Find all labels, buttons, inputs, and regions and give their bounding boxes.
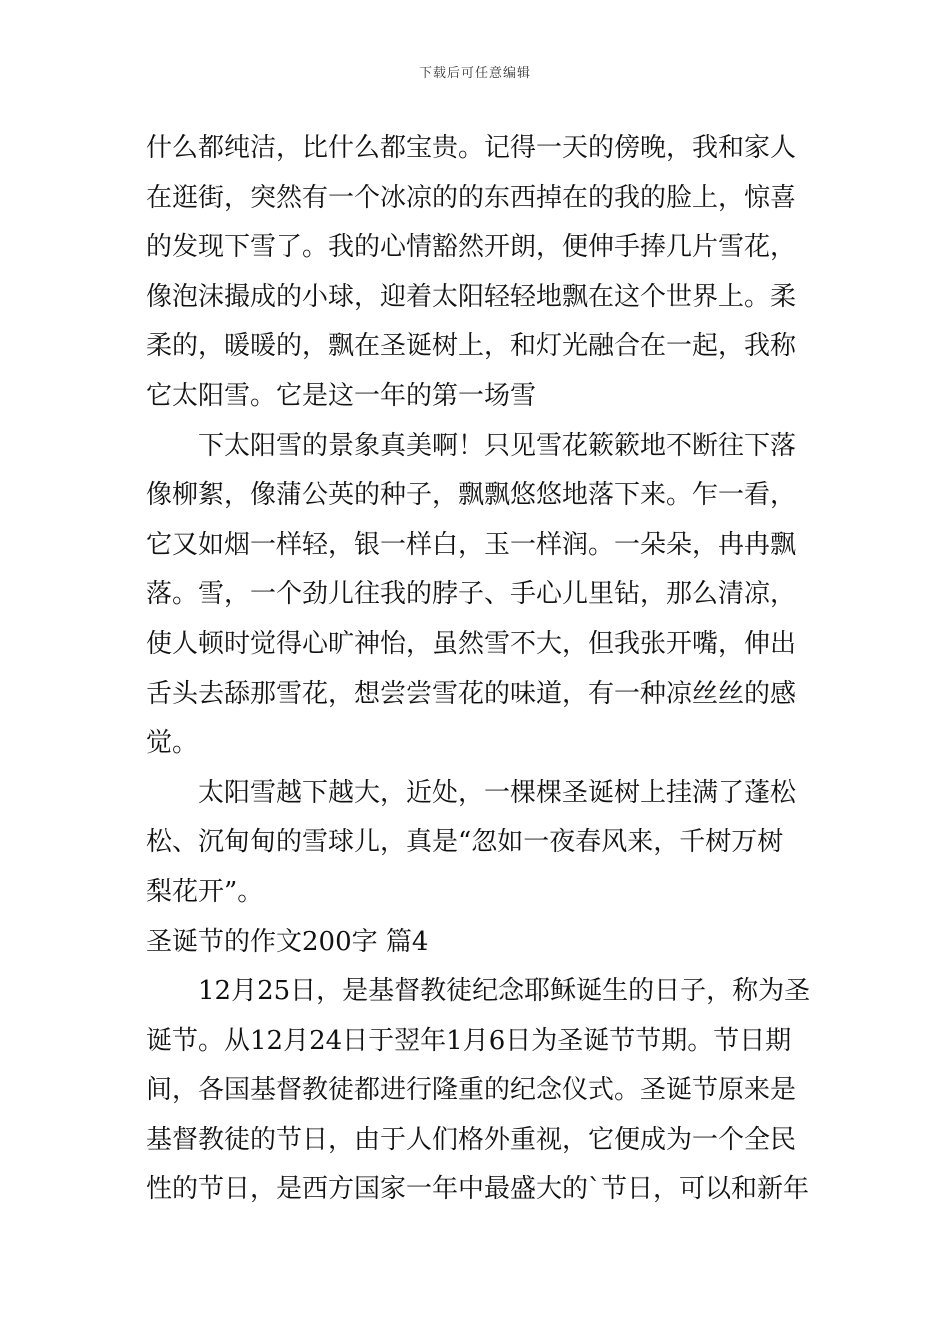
text-line-10: 落。雪，一个劲儿往我的脖子、手心儿里钻，那么清凉， xyxy=(146,579,797,610)
text-line-9: 它又如烟一样轻，银一样白，玉一样润。一朵朵，冉冉飘 xyxy=(146,529,797,560)
text-line-18: 12月25日，是基督教徒纪念耶稣诞生的日子，称为圣 xyxy=(198,976,811,1007)
text-line-2: 在逛街，突然有一个冰凉的的东西掉在的我的脸上，惊喜 xyxy=(146,182,797,213)
text-line-1: 什么都纯洁，比什么都宝贵。记得一天的傍晚，我和家人 xyxy=(146,133,797,163)
text-line-8: 像柳絮，像蒲公英的种子，飘飘悠悠地落下来。乍一看， xyxy=(146,480,797,511)
document-body xyxy=(146,124,811,1215)
text-line-15: 松、沉甸甸的雪球儿，真是“忽如一夜春风来，千树万树 xyxy=(146,827,784,858)
text-line-22: 性的节日，是西方国家一年中最盛大的`节日，可以和新年 xyxy=(146,1174,810,1205)
text-line-20: 间，各国基督教徒都进行隆重的纪念仪式。圣诞节原来是 xyxy=(146,1075,797,1106)
text-line-7: 下太阳雪的景象真美啊！只见雪花簌簌地不断往下落 xyxy=(198,430,797,461)
text-line-11: 使人顿时觉得心旷神怡，虽然雪不大，但我张开嘴，伸出 xyxy=(146,628,797,659)
text-line-3: 的发现下雪了。我的心情豁然开朗，便伸手捧几片雪花， xyxy=(146,232,797,263)
text-line-16: 梨花开”。 xyxy=(146,876,264,907)
text-line-6: 它太阳雪。它是这一年的第一场雪 xyxy=(146,380,537,411)
text-line-19: 诞节。从12月24日于翌年1月6日为圣诞节节期。节日期 xyxy=(146,1025,792,1056)
text-line-4: 像泡沫撮成的小球，迎着太阳轻轻地飘在这个世界上。柔 xyxy=(146,281,797,312)
text-line-12: 舌头去舔那雪花，想尝尝雪花的味道，有一种凉丝丝的感 xyxy=(146,678,797,709)
text-line-14: 太阳雪越下越大，近处，一棵棵圣诞树上挂满了蓬松 xyxy=(198,777,797,808)
section-heading: 圣诞节的作文200字 篇4 xyxy=(146,926,429,957)
text-line-5: 柔的，暖暖的，飘在圣诞树上，和灯光融合在一起，我称 xyxy=(146,331,797,362)
text-line-21: 基督教徒的节日，由于人们格外重视，它便成为一个全民 xyxy=(146,1124,797,1155)
text-line-13: 觉。 xyxy=(146,728,199,759)
page-header: 下载后可任意编辑 xyxy=(418,66,531,81)
